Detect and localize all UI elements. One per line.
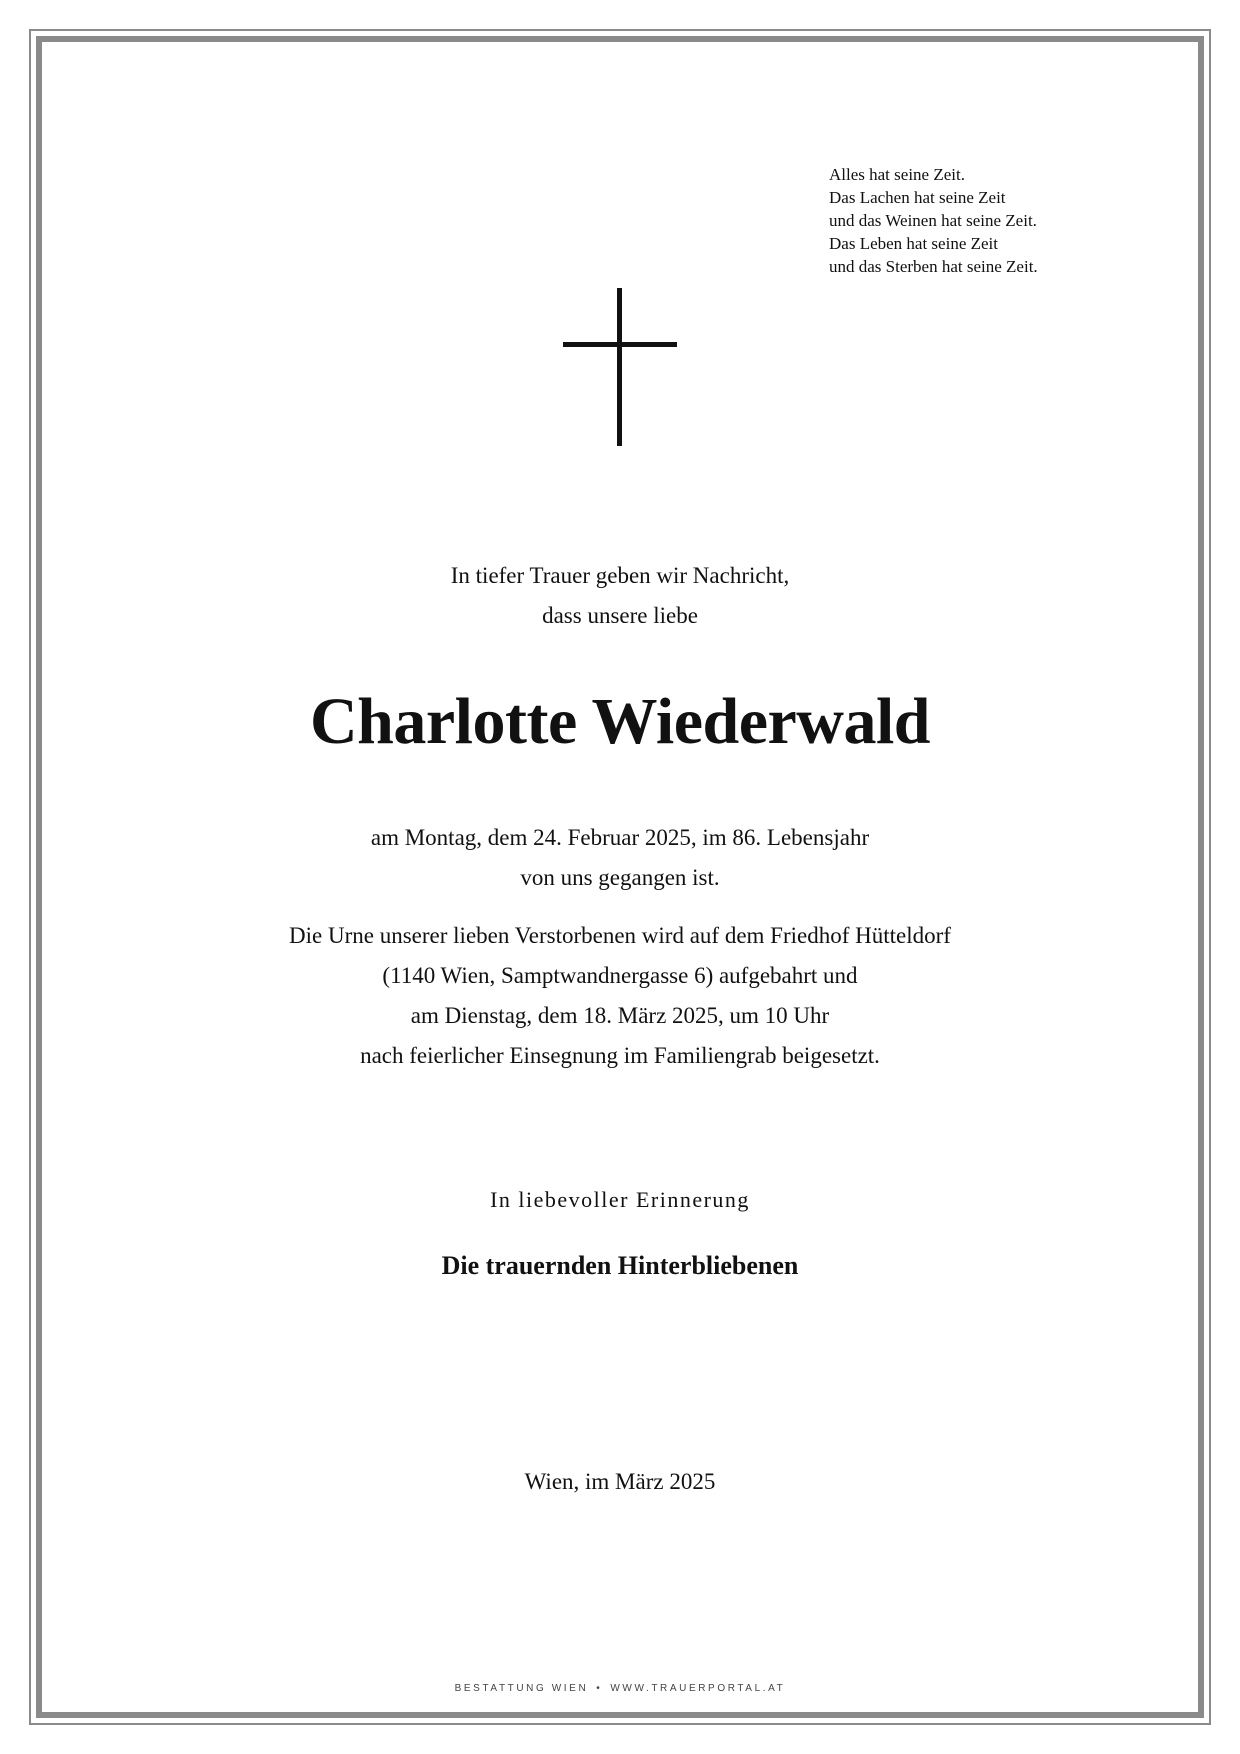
cross-icon — [563, 288, 677, 446]
death-notice — [0, 818, 1240, 898]
burial-line: (1140 Wien, Samptwandnergasse 6) aufgebahrt und — [382, 963, 858, 988]
poem-line: Alles hat seine Zeit. — [829, 165, 965, 184]
burial-line: Die Urne unserer lieben Verstorbenen wird auf dem Friedhof Hütteldorf — [289, 923, 951, 948]
memory-line: In liebevoller Erinnerung — [490, 1187, 750, 1212]
intro-line: In tiefer Trauer geben wir Nachricht, — [450, 563, 790, 588]
footer-website: WWW.TRAUERPORTAL.AT — [610, 1683, 786, 1694]
poem-line: Das Lachen hat seine Zeit — [829, 188, 1006, 207]
footer-separator: • — [596, 1683, 603, 1694]
mourners-signature: Die trauernden Hinterbliebenen — [441, 1251, 799, 1280]
burial-details — [0, 916, 1240, 1076]
intro-line: dass unsere liebe — [542, 603, 698, 628]
deceased-name: Charlotte Wiederwald — [310, 685, 930, 758]
intro-text — [0, 556, 1240, 636]
place-date: Wien, im März 2025 — [524, 1469, 716, 1494]
poem-line: Das Leben hat seine Zeit — [829, 234, 998, 253]
burial-line: am Dienstag, dem 18. März 2025, um 10 Uhr — [410, 1003, 830, 1028]
footer-company: BESTATTUNG WIEN — [454, 1683, 589, 1694]
death-line: am Montag, dem 24. Februar 2025, im 86. Lebensjahr — [370, 825, 870, 850]
footer-credit — [0, 1682, 1240, 1696]
death-line: von uns gegangen ist. — [520, 865, 720, 890]
poem-line: und das Weinen hat seine Zeit. — [829, 211, 1037, 230]
burial-line: nach feierlicher Einsegnung im Familiengrab beigesetzt. — [360, 1043, 880, 1068]
poem-quote — [829, 163, 1038, 278]
poem-line: und das Sterben hat seine Zeit. — [829, 257, 1038, 276]
